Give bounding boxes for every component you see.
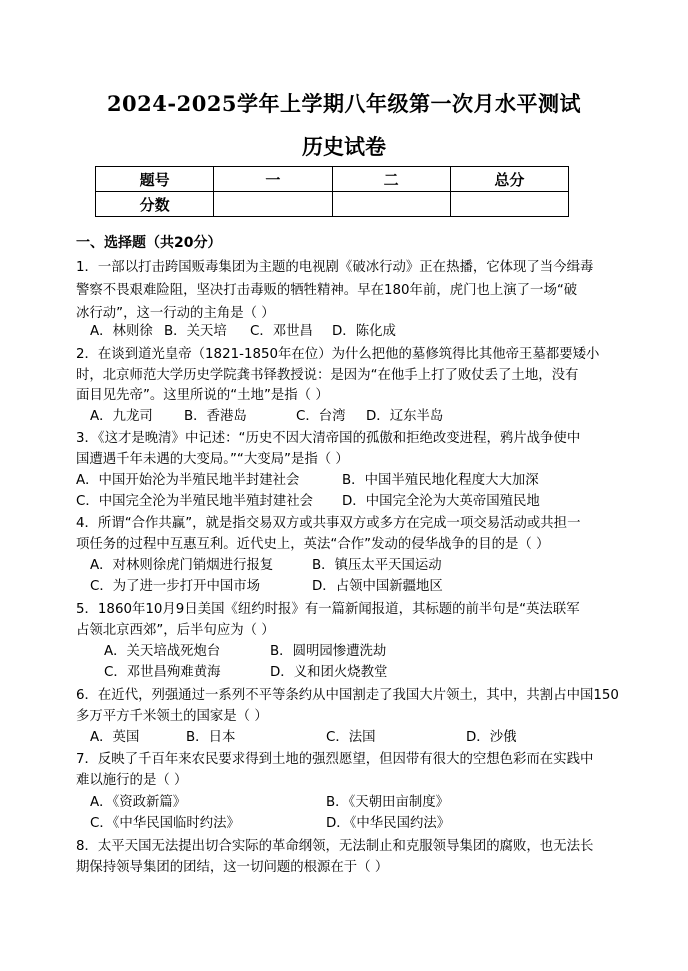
question-2-line: 时，北京师范大学历史学院龚书铎教授说：是因为“在他手上打了败仗丢了土地，没有	[76, 368, 579, 383]
question-5-line: 5．1860年10月9日美国《纽约时报》有一篇新闻报道，其标题的前半句是“英法联军	[76, 602, 580, 617]
exam-title: 2024-2025学年上学期八年级第一次月水平测试	[106, 91, 582, 116]
section-heading: 一、选择题（共20分）	[76, 235, 222, 251]
question-1-option-a[interactable]: A．林则徐	[90, 324, 153, 339]
question-4-option-b[interactable]: B．镇压太平天国运动	[312, 558, 442, 573]
question-3-option-b[interactable]: B．中国半殖民地化程度大大加深	[342, 473, 539, 488]
question-3-option-a[interactable]: A．中国开始沦为半殖民地半封建社会	[76, 473, 300, 488]
score-table-cell: 题号	[96, 167, 214, 192]
question-2-line: 2．在谈到道光皇帝（1821-1850年在位）为什么把他的墓修筑得比其他帝王墓都要矮小	[76, 347, 600, 362]
question-2-line: 面目见先帝”。这里所说的“土地”是指（ ）	[76, 388, 329, 403]
question-1-option-b[interactable]: B．关天培	[164, 324, 227, 339]
question-2-option-c[interactable]: C．台湾	[296, 409, 346, 424]
question-3-option-c[interactable]: C．中国完全沦为半殖民地半殖封建社会	[76, 494, 313, 509]
question-7-option-d[interactable]: D．《中华民国约法》	[326, 816, 451, 831]
question-4-line: 项任务的过程中互惠互利。近代史上，英法“合作”发动的侵华战争的目的是（ ）	[76, 537, 550, 552]
question-4-option-a[interactable]: A．对林则徐虎门销烟进行报复	[90, 558, 274, 573]
question-8-line: 期保持领导集团的团结，这一切问题的根源在于（ ）	[76, 860, 389, 875]
question-5-option-a[interactable]: A．关天培战死炮台	[104, 644, 221, 659]
score-table	[95, 166, 569, 217]
score-table-cell	[332, 192, 450, 217]
question-1-option-c[interactable]: C．邓世昌	[250, 324, 313, 339]
question-6-option-d[interactable]: D．沙俄	[466, 730, 517, 745]
question-6-option-c[interactable]: C．法国	[326, 730, 376, 745]
question-7-line: 7．反映了千百年来农民要求得到土地的强烈愿望，但因带有很大的空想色彩而在实践中	[76, 752, 594, 767]
score-table-cell: 一	[214, 167, 332, 192]
question-3-line: 3．《这才是晚清》中记述：“历史不因大清帝国的孤傲和拒绝改变进程，鸦片战争使中	[76, 431, 581, 446]
score-table-cell: 二	[332, 167, 450, 192]
question-1-line: 1．一部以打击跨国贩毒集团为主题的电视剧《破冰行动》正在热播，它体现了当今缉毒	[76, 260, 594, 275]
question-7-option-c[interactable]: C．《中华民国临时约法》	[90, 816, 240, 831]
score-table-cell	[214, 192, 332, 217]
score-table-cell	[450, 192, 568, 217]
question-3-option-d[interactable]: D．中国完全沦为大英帝国殖民地	[342, 494, 540, 509]
score-table-cell: 分数	[96, 192, 214, 217]
question-4-option-c[interactable]: C．为了进一步打开中国市场	[90, 579, 261, 594]
question-1-line: 警察不畏艰难险阻，坚决打击毒贩的牺牲精神。早在180年前，虎门也上演了一场“破	[76, 283, 578, 298]
question-6-line: 6．在近代，列强通过一系列不平等条约从中国割走了我国大片领土，其中，共割占中国150	[76, 688, 619, 703]
question-1-option-d[interactable]: D．陈化成	[332, 324, 396, 339]
question-5-option-c[interactable]: C．邓世昌殉难黄海	[104, 665, 221, 680]
question-2-option-d[interactable]: D．辽东半岛	[366, 409, 444, 424]
question-6-line: 多万平方千米领土的国家是（ ）	[76, 709, 268, 724]
question-7-line: 难以施行的是（ ）	[76, 773, 188, 788]
question-2-option-b[interactable]: B．香港岛	[184, 409, 247, 424]
question-6-option-b[interactable]: B．日本	[186, 730, 236, 745]
question-2-option-a[interactable]: A．九龙司	[90, 409, 153, 424]
question-5-option-b[interactable]: B．圆明园惨遭洗劫	[270, 644, 387, 659]
question-5-option-d[interactable]: D．义和团火烧教堂	[270, 665, 388, 680]
question-4-option-d[interactable]: D．占领中国新疆地区	[312, 579, 443, 594]
question-6-option-a[interactable]: A．英国	[90, 730, 140, 745]
question-1-line: 冰行动”，这一行动的主角是（ ）	[76, 306, 275, 321]
score-table-cell: 总分	[450, 167, 568, 192]
question-5-line: 占领北京西郊”，后半句应为（ ）	[76, 623, 275, 638]
exam-subtitle: 历史试卷	[302, 134, 386, 159]
question-3-line: 国遭遇千年未遇的大变局。”“大变局”是指（ ）	[76, 452, 349, 467]
score-table-score-row	[96, 192, 569, 217]
question-7-option-a[interactable]: A．《资政新篇》	[90, 795, 187, 810]
question-4-line: 4．所谓“合作共赢”，就是指交易双方或共事双方或多方在完成一项交易活动或共担一	[76, 516, 581, 531]
score-table-header-row	[96, 167, 569, 192]
question-7-option-b[interactable]: B．《天朝田亩制度》	[326, 795, 450, 810]
question-8-line: 8．太平天国无法提出切合实际的革命纲领，无法制止和克服领导集团的腐败，也无法长	[76, 839, 594, 854]
